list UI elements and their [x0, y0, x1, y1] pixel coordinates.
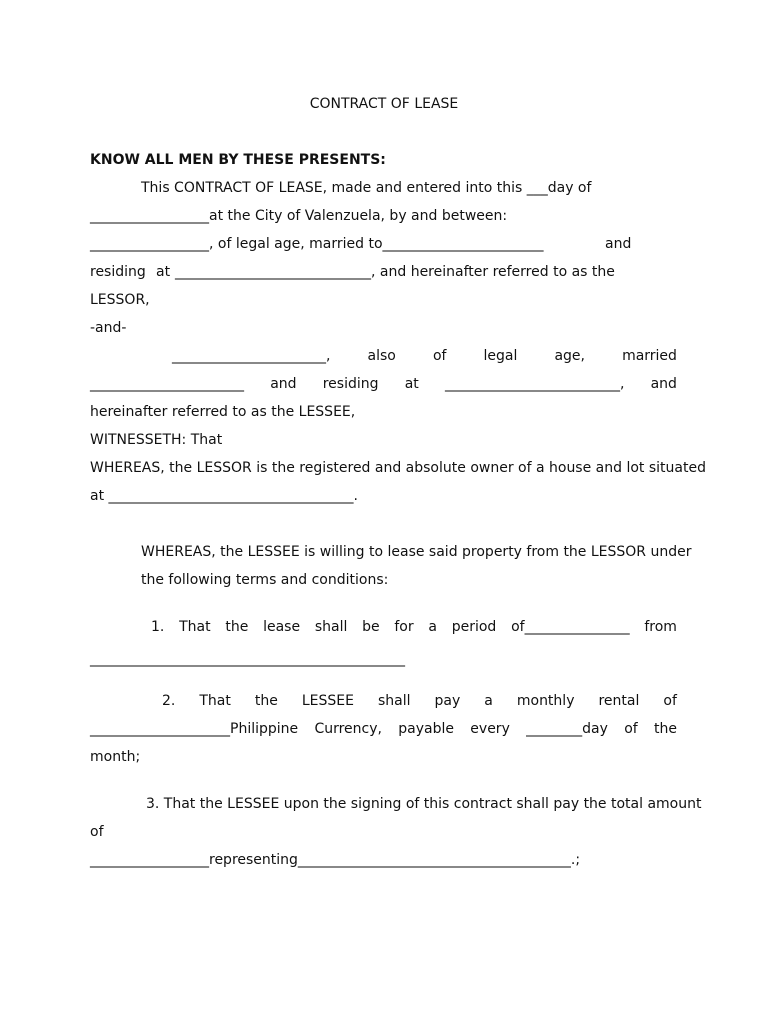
word: the: [654, 721, 677, 737]
word: LESSEE: [301, 693, 354, 709]
word: That: [199, 693, 231, 709]
lessor-name-line: _________________, of legal age, married to_______________________: [90, 236, 544, 252]
word: of: [432, 348, 447, 364]
lessor-address-line: ____________________________, and hereinafter referred to as the: [175, 264, 615, 280]
word: every: [470, 721, 510, 737]
word: That: [179, 619, 211, 635]
word: monthly: [516, 693, 575, 709]
lessee-label-line: hereinafter referred to as the LESSEE,: [90, 404, 356, 420]
word: rental: [598, 693, 640, 709]
and-separator: -and-: [90, 320, 127, 336]
word: of: [663, 693, 677, 709]
lessor-label: LESSOR,: [90, 292, 150, 308]
term-3-payment-line: 3. That the LESSEE upon the signing of this contract shall pay the total amount: [146, 796, 702, 812]
term-1-blank-line: _____________________________________________: [90, 651, 405, 667]
lessor-name-line-end: and: [605, 236, 632, 252]
word: ______________________: [90, 376, 244, 392]
witnesseth-line: WITNESSETH: That: [90, 432, 223, 448]
word: residing: [322, 376, 379, 392]
word: and: [650, 376, 677, 392]
word: shall: [377, 693, 411, 709]
word: the: [225, 619, 249, 635]
preamble-heading: KNOW ALL MEN BY THESE PRESENTS:: [90, 152, 386, 168]
terms-intro-line: the following terms and conditions:: [141, 572, 389, 588]
residing-word: residing: [90, 264, 146, 280]
word: of_______________: [511, 619, 630, 635]
word: period: [451, 619, 497, 635]
property-location-line: at ___________________________________.: [90, 488, 358, 504]
word: a: [428, 619, 437, 635]
word: be: [362, 619, 380, 635]
term-2-rental-line: [162, 692, 677, 710]
word: legal: [483, 348, 518, 364]
word: also: [367, 348, 396, 364]
word: the: [254, 693, 278, 709]
word: payable: [398, 721, 454, 737]
term-2-month-line: month;: [90, 749, 141, 765]
word: ______________________,: [172, 348, 331, 364]
word: for: [394, 619, 414, 635]
word: lease: [263, 619, 301, 635]
word: ________day: [526, 721, 608, 737]
word: and: [270, 376, 297, 392]
word: pay: [434, 693, 461, 709]
term-3-of-line: of: [90, 824, 104, 840]
word: Currency,: [314, 721, 382, 737]
term-2-currency-line: [90, 720, 677, 738]
document-title: CONTRACT OF LEASE: [309, 96, 459, 112]
at-word: at: [156, 264, 171, 280]
term-1-period-line: [151, 618, 677, 636]
whereas-owner-line: WHEREAS, the LESSOR is the registered and absolute owner of a house and lot situated: [90, 460, 706, 476]
word: of: [624, 721, 638, 737]
city-line: _________________at the City of Valenzuela, by and between:: [90, 208, 508, 224]
lessee-address-line: [90, 375, 677, 393]
term-3-representing-line: _________________representing_______________________________________.;: [90, 852, 581, 868]
word: shall: [314, 619, 348, 635]
whereas-lessee-line: WHEREAS, the LESSEE is willing to lease said property from the LESSOR under: [141, 544, 692, 560]
word: 2.: [162, 693, 176, 709]
word: _________________________,: [444, 376, 625, 392]
word: married: [622, 348, 677, 364]
word: a: [484, 693, 493, 709]
word: age,: [554, 348, 585, 364]
lessee-name-line: [172, 347, 677, 365]
word: ____________________Philippine: [90, 721, 299, 737]
opening-line: This CONTRACT OF LEASE, made and entered into this ___day of: [141, 180, 592, 196]
word: at: [404, 376, 419, 392]
word: 1.: [151, 619, 165, 635]
word: from: [644, 619, 677, 635]
